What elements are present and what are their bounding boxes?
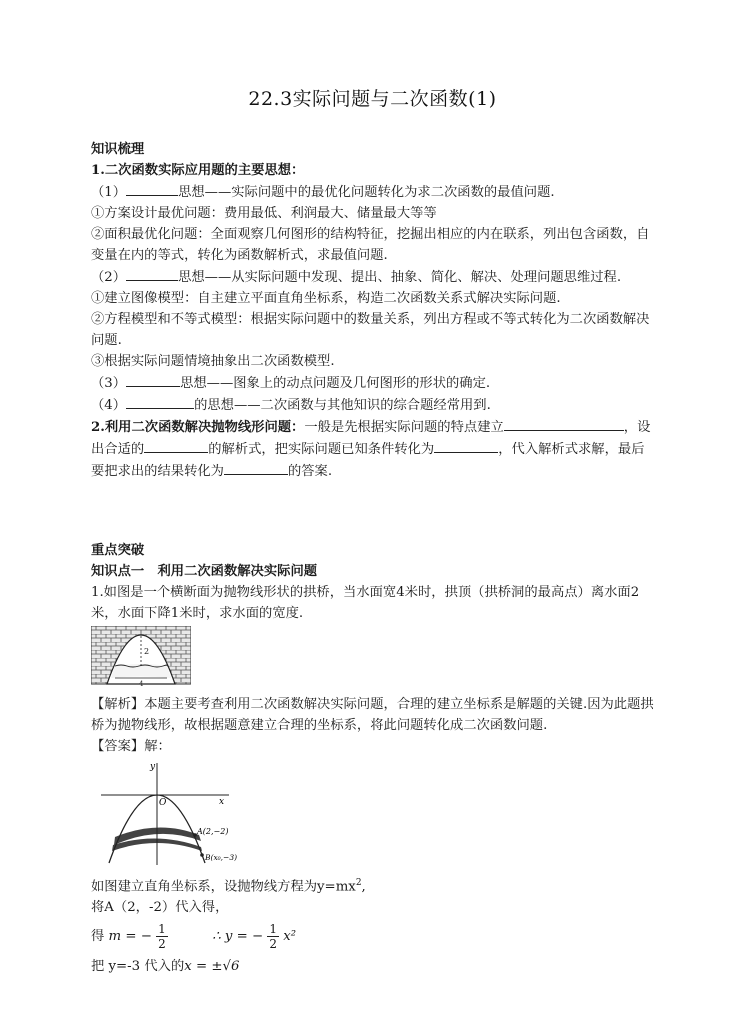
text: 的思想——二次函数与其他知识的综合题经常用到. (194, 398, 491, 413)
blank (504, 416, 624, 431)
denominator: 2 (269, 937, 278, 952)
formula-x: x = ±√6 (184, 959, 240, 975)
item1-line8 (91, 372, 656, 394)
origin-label: O (159, 798, 167, 808)
knowledge-point-heading: 知识点一 利用二次函数解决实际问题 (91, 564, 318, 579)
text: ，代入解析式求解，最后要把求出的结果转化为 (91, 442, 645, 479)
y-axis-label: y (150, 762, 156, 772)
question-1: 1.如图是一个横断面为抛物线形状的拱桥，当水面宽4米时，拱顶（拱桥洞的最高点）离水面2米，水面下降1米时，求水面的宽度. (91, 585, 640, 621)
item1-line9 (91, 394, 656, 416)
fraction (156, 922, 168, 951)
text: 得 (91, 929, 105, 945)
text: 的答案. (287, 464, 333, 479)
point-b (200, 853, 204, 857)
label: （2） (91, 270, 127, 285)
numerator: 1 (269, 922, 278, 937)
coordinate-parabola-figure (99, 759, 249, 871)
blank (126, 181, 178, 196)
solution-step-4 (91, 956, 656, 977)
item1-line5: ①建立图像模型：自主建立平面直角坐标系，构造二次函数关系式解决实际问题. (91, 291, 561, 306)
analysis-tag: 【解析】 (91, 697, 145, 712)
blank (126, 394, 194, 409)
solution-step-2: 将A（2，-2）代入得， (91, 900, 229, 916)
text: 思想——图象上的动点问题及几何图形的形状的确定. (180, 376, 491, 391)
denominator: 2 (158, 937, 166, 952)
formula-y: ∴ y = − (212, 929, 264, 945)
blank (126, 266, 178, 281)
formula-x2: x² (283, 929, 297, 945)
text: 的解析式，把实际问题已知条件转化为 (208, 442, 435, 457)
item1-line3: ②面积最优化问题：全面观察几何图形的结构特征，挖掘出相应的内在联系，列出包含函数，自变量在内的等式，转化为函数解析式，求最值问题. (91, 227, 650, 263)
solution-step-3 (91, 918, 656, 956)
superscript: 2 (355, 878, 362, 888)
text: ，设出合适的 (91, 420, 651, 457)
height-label: 2 (144, 647, 150, 656)
answer-line (91, 736, 656, 757)
blank (126, 372, 180, 387)
section-heading-key-points: 重点突破 (91, 543, 145, 558)
answer-tag: 【答案】 (91, 739, 145, 754)
formula-m: m = − (108, 929, 152, 945)
label: （1） (91, 185, 127, 200)
arch-bridge-figure (91, 626, 191, 688)
text: 把 y=-3 代入的 (91, 959, 185, 975)
fraction (267, 922, 279, 951)
text: 如图建立直角坐标系，设抛物线方程为y=mx (91, 879, 356, 895)
item1-heading: 1.二次函数实际应用题的主要思想： (91, 163, 305, 178)
blank (434, 438, 498, 453)
width-label: 4 (139, 680, 144, 688)
numerator: 1 (158, 922, 166, 937)
text: 一般是先根据实际问题的特点建立 (304, 420, 504, 435)
text: 思想——实际问题中的最优化问题转化为求二次函数的最值问题. (178, 185, 555, 200)
analysis-text: 本题主要考查利用二次函数解决实际问题，合理的建立坐标系是解题的关键.因为此题拱桥为抛物线形，故根据题意建立合理的坐标系，将此问题转化成二次函数问题. (91, 697, 654, 733)
blank (224, 460, 288, 475)
point-a-label: A(2,−2) (197, 827, 229, 836)
label: （3） (91, 376, 127, 391)
x-axis-label: x (219, 797, 225, 807)
label: （4） (91, 398, 127, 413)
content-body (91, 139, 656, 977)
item1-line2: ①方案设计最优问题：费用最低、利润最大、储量最大等等 (91, 206, 437, 221)
item2-heading: 2.利用二次函数解决抛物线形问题： (91, 420, 305, 435)
item1-line4 (91, 266, 656, 288)
page-title: 22.3实际问题与二次函数(1) (248, 88, 497, 110)
text: , (361, 879, 366, 895)
item2-paragraph (91, 416, 656, 482)
text: 思想——从实际问题中发现、提出、抽象、简化、解决、处理问题思维过程. (178, 270, 622, 285)
answer-text: 解： (144, 739, 171, 754)
item1-line1 (91, 181, 656, 203)
item1-line7: ③根据实际问题情境抽象出二次函数模型. (91, 354, 335, 369)
point-b-label: B(x₀,−3) (205, 853, 238, 862)
analysis-paragraph (91, 694, 656, 736)
section-heading-knowledge: 知识梳理 (91, 142, 145, 157)
item1-line6: ②方程模型和不等式模型：根据实际问题中的数量关系，列出方程或不等式转化为二次函数解决问题. (91, 312, 650, 348)
solution-step-1 (91, 873, 656, 897)
blank (144, 438, 208, 453)
